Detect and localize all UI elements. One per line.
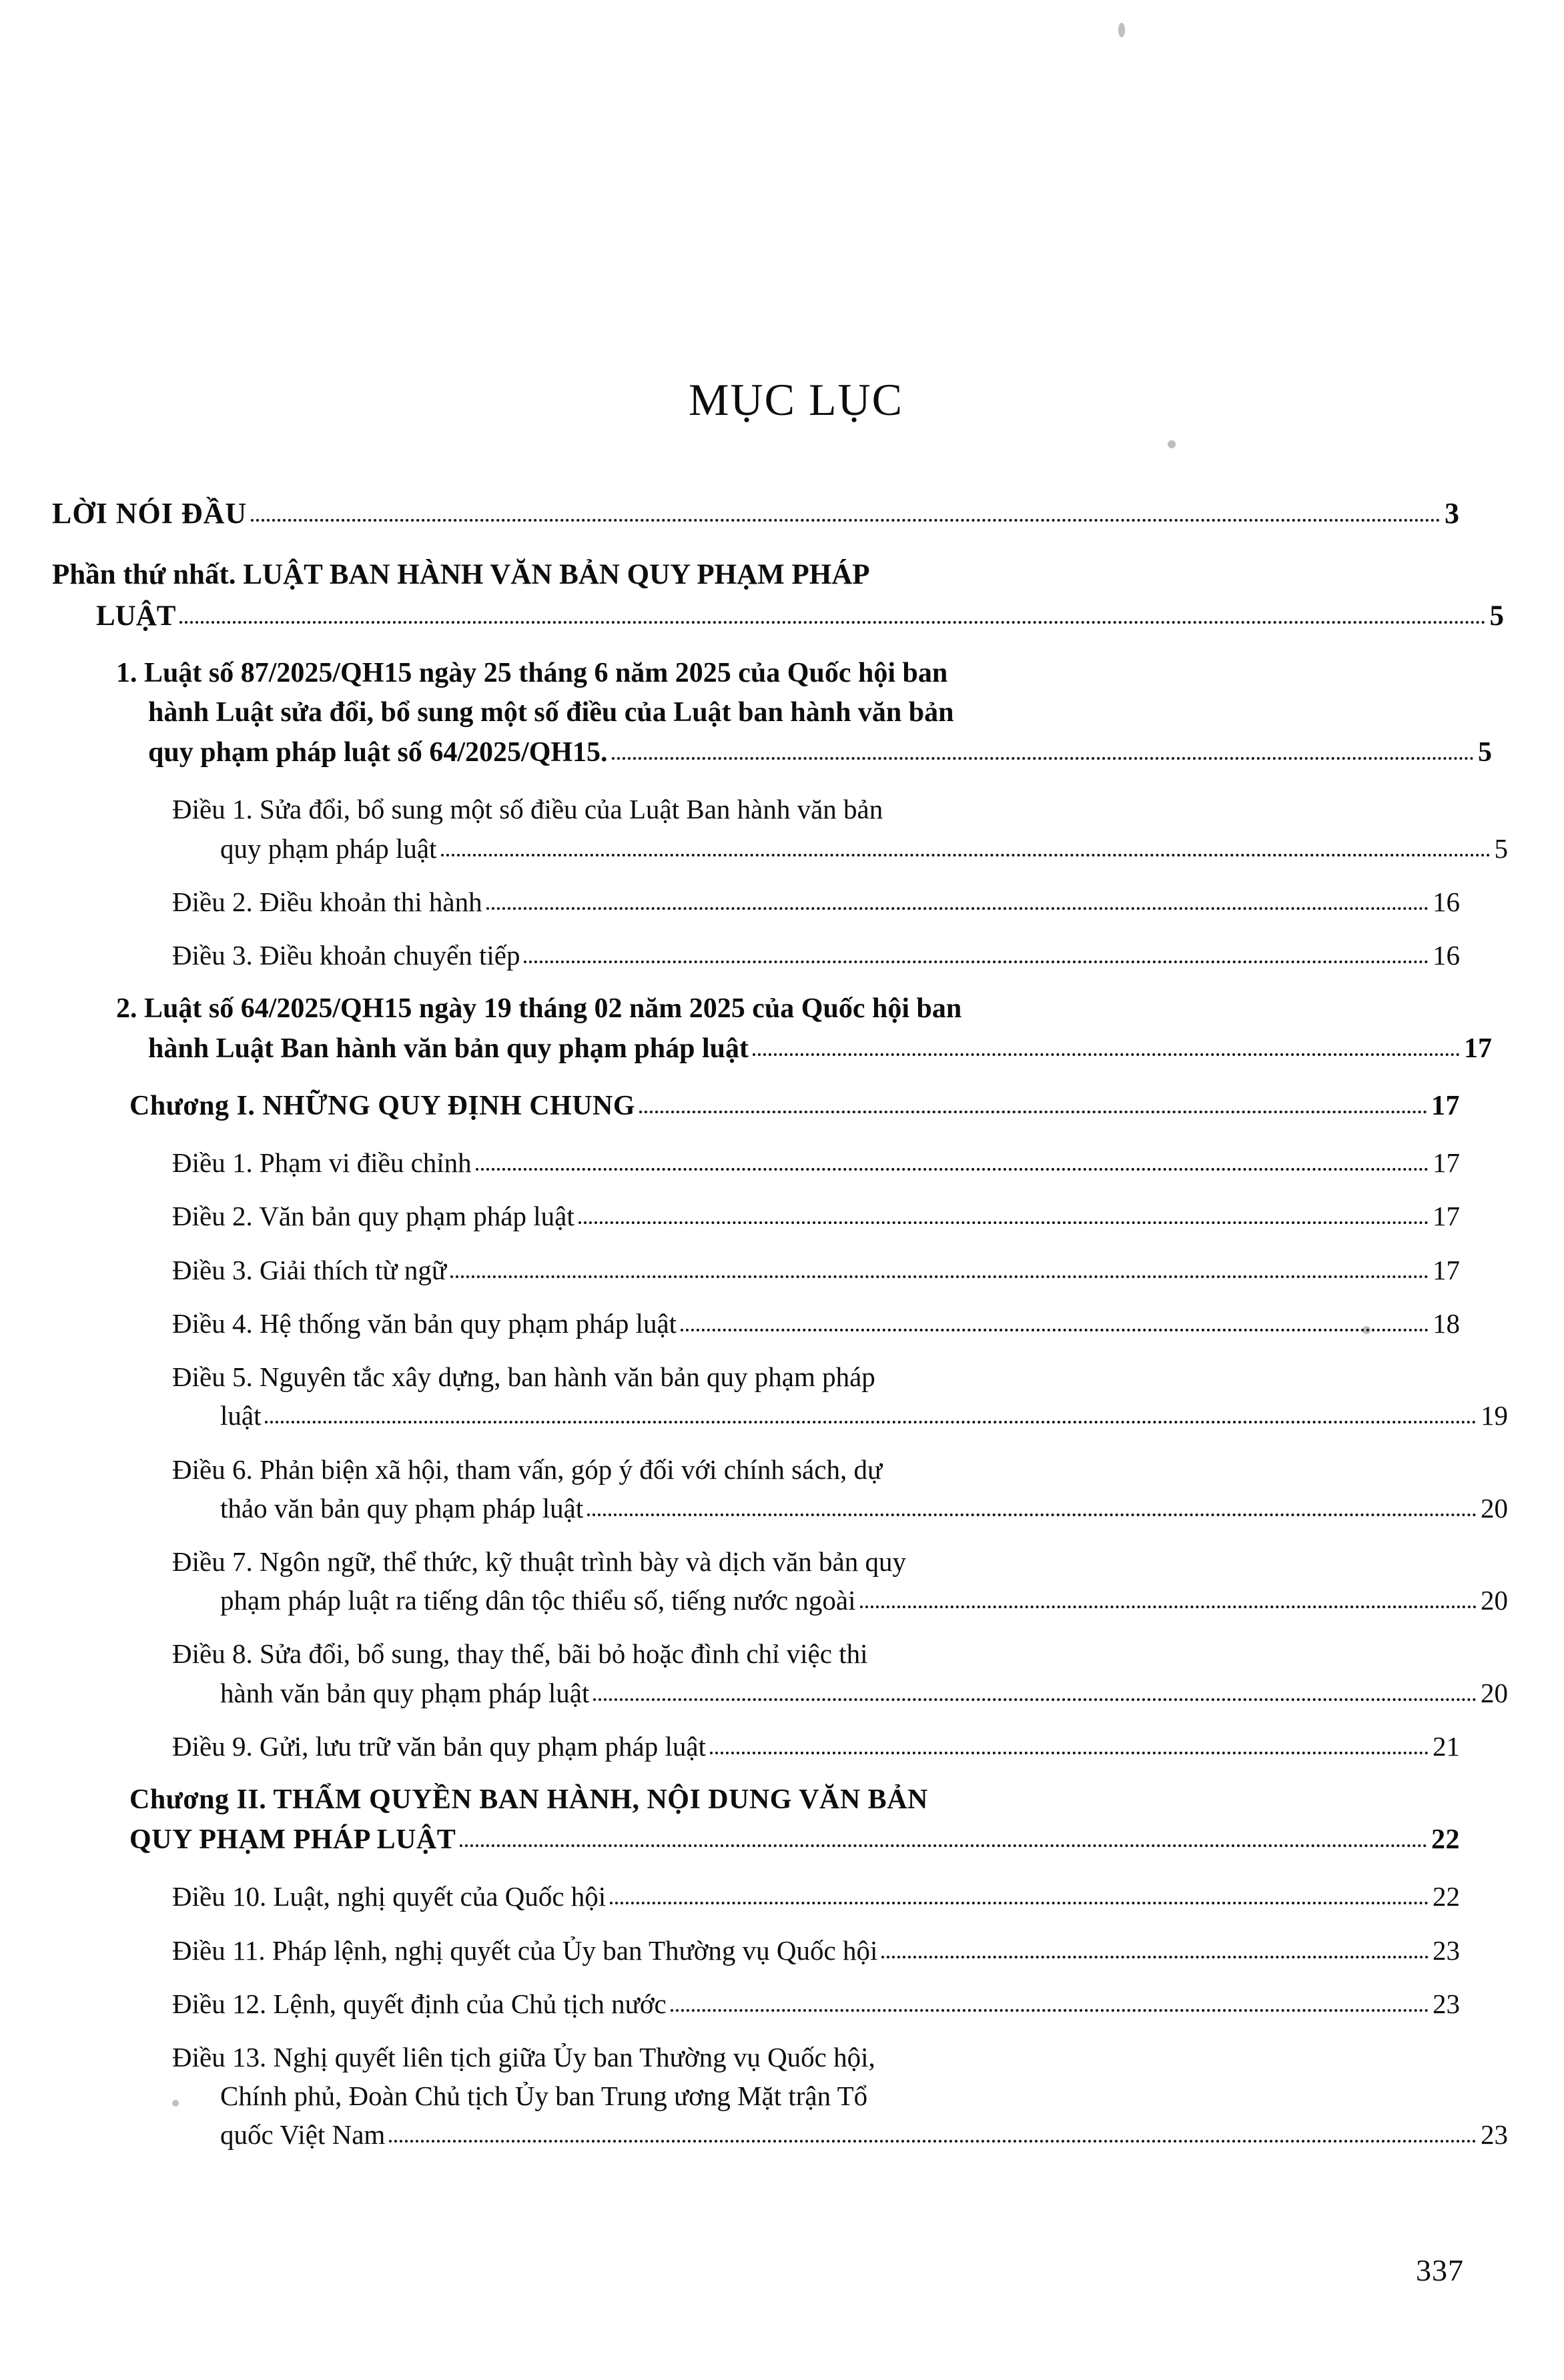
page-title: MỤC LỤC [689,374,903,425]
toc-list [52,493,1508,2155]
toc-entry-label: Chương I. NHỮNG QUY ĐỊNH CHUNG [129,1090,636,1121]
toc-container [52,374,1508,2169]
toc-entry-label: Điều 6. Phản biện xã hội, tham vấn, góp ý đối với chính sách, dự [172,1453,883,1485]
toc-page-number: 20 [1481,1677,1508,1708]
toc-entry[interactable] [172,936,1460,975]
toc-entry-line [116,693,1492,733]
toc-entry-line [52,554,1460,595]
toc-entry-line [172,1450,1460,1489]
toc-entry[interactable] [172,790,1508,867]
toc-entry[interactable] [116,654,1492,773]
toc-leader-dots [524,961,1429,963]
toc-entry-label: Điều 13. Nghị quyết liên tịch giữa Ủy ban Thường vụ Quốc hội, [172,2041,875,2072]
toc-page-number: 23 [1433,1988,1460,2019]
toc-entry-label: hành Luật sửa đổi, bổ sung một số điều của Luật ban hành văn bản [148,697,954,728]
toc-page-number: 16 [1433,886,1460,917]
toc-entry-line [172,829,1508,868]
toc-entry-label: Phần thứ nhất. LUẬT BAN HÀNH VĂN BẢN QUY PHẠM PHÁP [52,559,870,591]
toc-entry[interactable] [116,989,1492,1069]
toc-entry-label: LỜI NÓI ĐẦU [52,497,248,530]
toc-entry-label: QUY PHẠM PHÁP LUẬT [129,1824,456,1855]
toc-page-number: 20 [1481,1585,1508,1616]
toc-entry[interactable] [172,1877,1460,1916]
toc-entry-label: Điều 10. Luật, nghị quyết của Quốc hội [172,1881,607,1912]
toc-leader-dots [610,1902,1429,1904]
toc-entry[interactable] [129,1780,1460,1860]
toc-leader-dots [593,1698,1477,1701]
toc-entry-line [172,790,1460,828]
toc-entry-label: Điều 2. Điều khoản thi hành [172,886,482,917]
toc-entry-label: 1. Luật số 87/2025/QH15 ngày 25 tháng 6 năm 2025 của Quốc hội ban [116,657,948,688]
toc-leader-dots [460,1844,1427,1847]
toc-entry-line [172,1357,1460,1396]
toc-entry-label: Điều 1. Phạm vi điều chỉnh [172,1147,472,1179]
toc-entry-line [116,733,1492,773]
toc-leader-dots [450,1275,1429,1278]
toc-page-number: 19 [1481,1400,1508,1431]
toc-entry-label: hành văn bản quy phạm pháp luật [220,1677,590,1708]
toc-entry[interactable] [172,1450,1508,1528]
toc-entry-line [52,493,1460,534]
toc-page-number: 20 [1481,1492,1508,1524]
toc-entry-line [172,1251,1460,1289]
toc-leader-dots [881,1956,1429,1958]
toc-entry-line [172,1877,1460,1916]
toc-entry[interactable] [172,1357,1508,1435]
toc-page-number: 17 [1433,1147,1460,1179]
toc-page-number: 5 [1489,600,1504,632]
toc-entry-label: Điều 3. Điều khoản chuyển tiếp [172,940,520,971]
toc-leader-dots [476,1168,1429,1171]
toc-page-number: 21 [1433,1730,1460,1762]
toc-entry-label: hành Luật Ban hành văn bản quy phạm pháp luật [148,1033,749,1064]
toc-entry[interactable] [172,1931,1460,1970]
toc-leader-dots [251,519,1441,522]
toc-page-number: 5 [1478,736,1492,768]
toc-entry-label: quốc Việt Nam [220,2119,386,2151]
toc-leader-dots [587,1514,1477,1516]
toc-entry-line [172,882,1460,921]
toc-entry-label: luật [220,1400,262,1431]
toc-leader-dots [681,1329,1429,1331]
toc-entry-line [172,1984,1460,2023]
toc-entry-label: Điều 1. Sửa đổi, bổ sung một số điều của Luật Ban hành văn bản [172,794,883,825]
toc-entry-label: Điều 5. Nguyên tắc xây dựng, ban hành văn bản quy phạm pháp [172,1361,875,1393]
toc-entry-label: quy phạm pháp luật [220,832,437,864]
toc-entry-line [172,1489,1508,1528]
toc-entry-line [129,1087,1460,1127]
toc-leader-dots [671,2009,1429,2012]
toc-entry-label: Điều 11. Pháp lệnh, nghị quyết của Ủy ban Thường vụ Quốc hội [172,1934,878,1966]
toc-leader-dots [441,854,1491,856]
toc-entry-line [172,1931,1460,1970]
toc-leader-dots [578,1221,1429,1224]
toc-entry-line [172,1197,1460,1235]
toc-entry-line [172,1143,1460,1182]
toc-entry-line [116,1029,1492,1069]
toc-entry[interactable] [172,1542,1508,1620]
toc-leader-dots [710,1752,1429,1754]
toc-entry-line [172,2038,1460,2076]
toc-entry[interactable] [172,1197,1460,1235]
toc-entry-line [52,596,1504,636]
toc-page-number: 17 [1433,1254,1460,1285]
toc-page-number: 17 [1433,1201,1460,1232]
toc-entry-line [129,1780,1460,1820]
toc-entry-line [172,936,1460,975]
toc-entry-line [116,989,1460,1029]
toc-entry-line [172,1304,1460,1343]
toc-entry-label: quy phạm pháp luật số 64/2025/QH15. [148,736,608,768]
toc-entry-line [116,654,1460,694]
toc-leader-dots [639,1111,1427,1113]
toc-entry-line [172,1396,1508,1435]
toc-entry[interactable] [172,882,1460,921]
toc-entry-line [129,1820,1460,1860]
toc-entry-label: phạm pháp luật ra tiếng dân tộc thiểu số, tiếng nước ngoài [220,1585,856,1616]
toc-leader-dots [753,1053,1460,1056]
toc-entry-label: Điều 4. Hệ thống văn bản quy phạm pháp luật [172,1307,677,1339]
toc-page-number: 18 [1433,1307,1460,1339]
toc-page-number: 22 [1431,1824,1460,1855]
toc-entry-label: Điều 12. Lệnh, quyết định của Chủ tịch nước [172,1988,667,2019]
toc-entry[interactable] [52,554,1504,636]
toc-entry-label: Điều 2. Văn bản quy phạm pháp luật [172,1201,574,1232]
toc-leader-dots [179,621,1485,624]
toc-entry[interactable] [52,493,1460,534]
toc-entry-label: Chính phủ, Đoàn Chủ tịch Ủy ban Trung ương Mặt trận Tổ [220,2080,868,2112]
page-folio: 337 [1416,2253,1464,2287]
toc-entry-label: Chương II. THẨM QUYỀN BAN HÀNH, NỘI DUNG VĂN BẢN [129,1784,928,1816]
toc-entry[interactable] [172,1304,1460,1343]
toc-entry[interactable] [172,1251,1460,1289]
toc-page-number: 5 [1494,832,1508,864]
toc-entry-line [172,1674,1508,1712]
toc-leader-dots [486,907,1429,910]
toc-entry-label: Điều 9. Gửi, lưu trữ văn bản quy phạm pháp luật [172,1730,706,1762]
paper-speck [1118,23,1125,37]
toc-entry-line [172,1727,1460,1766]
toc-entry-label: Điều 8. Sửa đổi, bổ sung, thay thế, bãi bỏ hoặc đình chỉ việc thi [172,1638,868,1670]
toc-entry[interactable] [172,1143,1460,1182]
toc-leader-dots [612,757,1474,760]
toc-page-number: 17 [1464,1033,1492,1064]
toc-entry-label: Điều 3. Giải thích từ ngữ [172,1254,447,1285]
toc-entry[interactable] [172,1727,1460,1766]
toc-entry-label: 2. Luật số 64/2025/QH15 ngày 19 tháng 02 năm 2025 của Quốc hội ban [116,993,962,1025]
toc-page-number: 22 [1433,1881,1460,1912]
toc-page-number: 23 [1433,1934,1460,1966]
toc-entry[interactable] [129,1087,1460,1127]
toc-page-number: 3 [1445,497,1460,530]
toc-entry[interactable] [172,2038,1508,2155]
toc-entry-label: Điều 7. Ngôn ngữ, thể thức, kỹ thuật trình bày và dịch văn bản quy [172,1546,906,1577]
toc-entry-line [172,1542,1460,1581]
toc-leader-dots [860,1606,1477,1608]
toc-page-number: 17 [1431,1090,1460,1121]
toc-leader-dots [265,1421,1477,1423]
toc-page-number: 23 [1481,2119,1508,2151]
toc-entry-line [172,1581,1508,1620]
toc-entry-line [172,2115,1508,2154]
toc-entry[interactable] [172,1984,1460,2023]
toc-entry-line [172,1634,1460,1673]
toc-entry-label: thảo văn bản quy phạm pháp luật [220,1492,584,1524]
toc-page-number: 16 [1433,940,1460,971]
toc-entry-label: LUẬT [96,600,176,632]
toc-leader-dots [389,2140,1477,2143]
toc-entry[interactable] [172,1634,1508,1712]
toc-entry-line [172,2076,1508,2115]
